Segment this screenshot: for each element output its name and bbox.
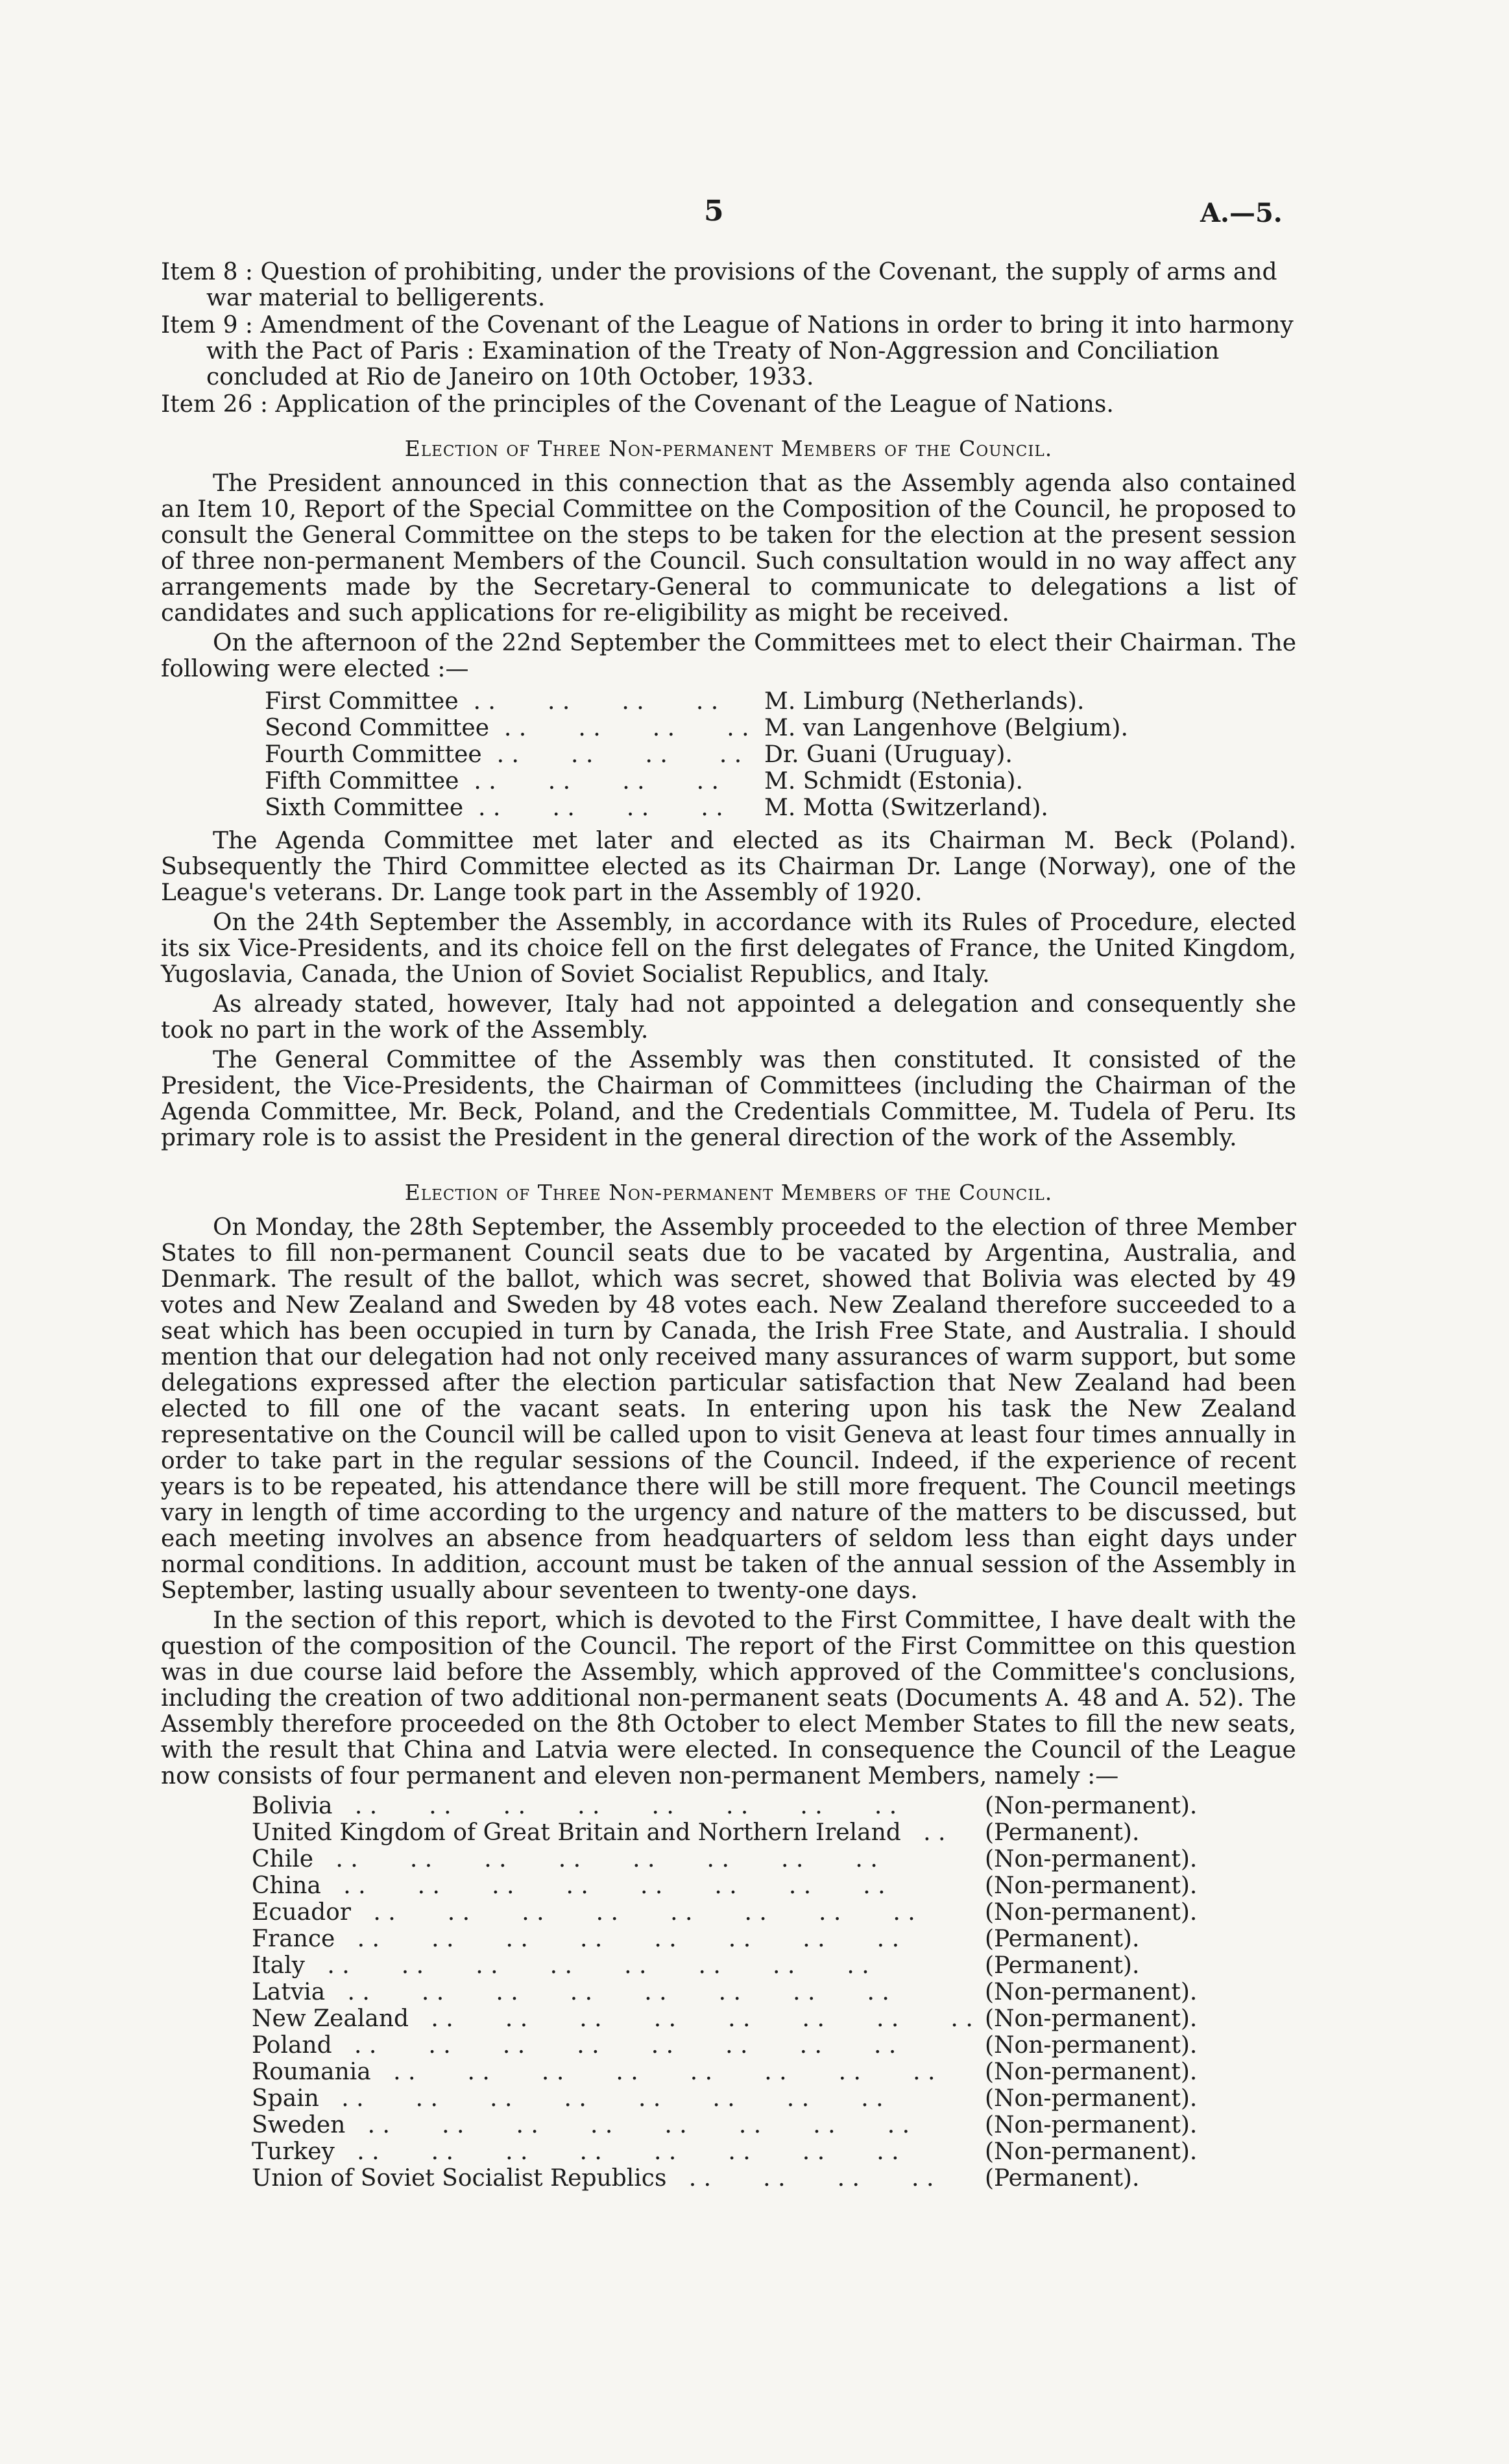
committee-name: Sixth Committee . . <box>265 795 764 822</box>
section-heading: Election of Three Non-permanent Members of the Council. <box>404 1180 1053 1205</box>
member-name: Ecuador . . <box>252 1900 985 1926</box>
member-name: Bolivia . . <box>252 1793 985 1820</box>
list-item <box>252 2139 1296 2166</box>
list-item <box>252 1953 1296 1980</box>
page-content <box>161 259 1296 2192</box>
member-status: (Non-permanent). <box>985 1899 1198 1926</box>
agenda-item: Item 9 : Amendment of the Covenant of the League of Nations in order to bring it into harmony with the Pact of Paris : Examination of the Treaty of Non-Aggression and Conciliation concluded at Rio de Janeiro on 10th October, 1933. <box>161 312 1294 390</box>
document-reference: A.—5. <box>1200 198 1283 228</box>
member-name: Roumania . . <box>252 2059 985 2086</box>
paragraph: On Monday, the 28th September, the Assembly proceeded to the election of three Member States to fill non-permanent Council seats due to be vacated by Argentina, Australia, and Denmark. The result of the ballot, which was secret, showed that Bolivia was elected by 49 votes and New Zealand and Sweden by 48 votes each. New Zealand therefore succeeded to a seat which has been occupied in turn by Canada, the Irish Free State, and Australia. I should mention that our delegation had not only received many assurances of warm support, but some delegations expressed after the election particular satisfaction that New Zealand had been elected to fill one of the vacant seats. In entering upon his task the New Zealand representative on the Council will be called upon to visit Geneva at least four times annually in order to take part in the regular sessions of the Council. Indeed, if the experience of recent years is to be repeated, his attendance there will be still more frequent. The Council meetings vary in length of time according to the urgency and nature of the matters to be discussed, but each meeting involves an absence from headquarters of seldom less than eight days under normal conditions. In addition, account must be taken of the annual session of the Assembly in September, lasting usually abour seventeen to twenty-one days. <box>161 1214 1296 1604</box>
list-item <box>252 1793 1296 1820</box>
list-item <box>252 2166 1296 2192</box>
list-item <box>252 2006 1296 2033</box>
list-item <box>265 689 1296 715</box>
member-name: China . . <box>252 1873 985 1900</box>
paragraph: On the afternoon of the 22nd September the Committees met to elect their Chairman. The following were elected :— <box>161 630 1296 682</box>
member-status: (Non-permanent). <box>985 2059 1198 2085</box>
member-name: Chile . . <box>252 1847 985 1873</box>
member-name: Latvia . . <box>252 1980 985 2006</box>
paragraph: On the 24th September the Assembly, in accordance with its Rules of Procedure, elected its six Vice-Presidents, and its choice fell on the first delegates of France, the United Kingdom, Yugoslavia, Canada, the Union of Soviet Socialist Republics, and Italy. <box>161 909 1296 988</box>
member-status: (Non-permanent). <box>985 1793 1198 1819</box>
committee-chairman: Dr. Guani (Uruguay). <box>764 741 1013 768</box>
member-status: (Non-permanent). <box>985 2112 1198 2138</box>
member-name: Turkey . . <box>252 2139 985 2166</box>
member-name: Sweden . . <box>252 2112 985 2139</box>
member-status: (Non-permanent). <box>985 1872 1198 1899</box>
list-item <box>252 2033 1296 2059</box>
list-item <box>252 1820 1296 1847</box>
page-number: 5 <box>704 195 724 228</box>
member-name: Spain . . <box>252 2086 985 2112</box>
member-status: (Non-permanent). <box>985 2032 1198 2059</box>
committee-name: Fourth Committee . . <box>265 742 764 769</box>
council-members-list <box>252 1793 1296 2192</box>
member-status: (Non-permanent). <box>985 2005 1198 2032</box>
member-status: (Permanent). <box>985 1926 1140 1952</box>
committee-name: Second Committee . . <box>265 715 764 742</box>
list-item <box>265 769 1296 795</box>
list-item <box>265 795 1296 822</box>
member-name: United Kingdom of Great Britain and Northern Ireland . . <box>252 1820 985 1847</box>
list-item <box>252 1900 1296 1926</box>
agenda-item: Item 8 : Question of prohibiting, under the provisions of the Covenant, the supply of arms and war material to belligerents. <box>161 259 1277 311</box>
member-status: (Non-permanent). <box>985 1846 1198 1872</box>
member-name: Italy . . <box>252 1953 985 1980</box>
paragraph: The General Committee of the Assembly was then constituted. It consisted of the President, the Vice-Presidents, the Chairman of Committees (including the Chairman of the Agenda Committee, Mr. Beck, Poland, and the Credentials Committee, M. Tudela of Peru. Its primary role is to assist the President in the general direction of the work of the Assembly. <box>161 1047 1296 1151</box>
list-item <box>265 742 1296 769</box>
list-item <box>265 715 1296 742</box>
agenda-item: Item 26 : Application of the principles of the Covenant of the League of Nations. <box>161 391 1114 418</box>
member-status: (Non-permanent). <box>985 2085 1198 2112</box>
list-item <box>252 2112 1296 2139</box>
member-name: France . . <box>252 1926 985 1953</box>
paragraph: In the section of this report, which is devoted to the First Committee, I have dealt with the question of the composition of the Council. The report of the First Committee on this question was in due course laid before the Assembly, which approved of the Committee's conclusions, including the creation of two additional non-permanent seats (Documents A. 48 and A. 52). The Assembly therefore proceeded on the 8th October to elect Member States to fill the new seats, with the result that China and Latvia were elected. In consequence the Council of the League now consists of four permanent and eleven non-permanent Members, namely :— <box>161 1607 1296 1789</box>
committee-chairman: M. van Langenhove (Belgium). <box>764 715 1128 741</box>
list-item <box>252 1980 1296 2006</box>
list-item <box>252 1873 1296 1900</box>
section-heading: Election of Three Non-permanent Members of the Council. <box>404 436 1053 461</box>
committee-name: First Committee . . <box>265 689 764 715</box>
list-item <box>252 2086 1296 2112</box>
list-item <box>252 1847 1296 1873</box>
member-name: Union of Soviet Socialist Republics . . <box>252 2166 985 2192</box>
paragraph: As already stated, however, Italy had not appointed a delegation and consequently she took no part in the work of the Assembly. <box>161 991 1296 1044</box>
paragraph: The Agenda Committee met later and elected as its Chairman M. Beck (Poland). Subsequently the Third Committee elected as its Chairman Dr. Lange (Norway), one of the League's veterans. Dr. Lange took part in the Assembly of 1920. <box>161 828 1296 906</box>
member-status: (Permanent). <box>985 1952 1140 1979</box>
committee-chairman: M. Limburg (Netherlands). <box>764 688 1085 715</box>
committee-name: Fifth Committee . . <box>265 769 764 795</box>
paragraph: The President announced in this connection that as the Assembly agenda also contained an Item 10, Report of the Special Committee on the Composition of the Council, he proposed to consult the General Committee on the steps to be taken for the election at the present session of three non-permanent Members of the Council. Such consultation would in no way affect any arrangements made by the Secretary-General to communicate to delegations a list of candidates and such applications for re-eligibility as might be received. <box>161 470 1296 627</box>
list-item <box>252 2059 1296 2086</box>
member-status: (Permanent). <box>985 2165 1140 2192</box>
list-item <box>252 1926 1296 1953</box>
committee-chairmen-list <box>265 689 1296 822</box>
member-name: New Zealand . . <box>252 2006 985 2033</box>
committee-chairman: M. Motta (Switzerland). <box>764 795 1048 821</box>
member-status: (Non-permanent). <box>985 1979 1198 2005</box>
committee-chairman: M. Schmidt (Estonia). <box>764 768 1023 795</box>
member-status: (Non-permanent). <box>985 2138 1198 2165</box>
member-status: (Permanent). <box>985 1819 1140 1846</box>
member-name: Poland . . <box>252 2033 985 2059</box>
